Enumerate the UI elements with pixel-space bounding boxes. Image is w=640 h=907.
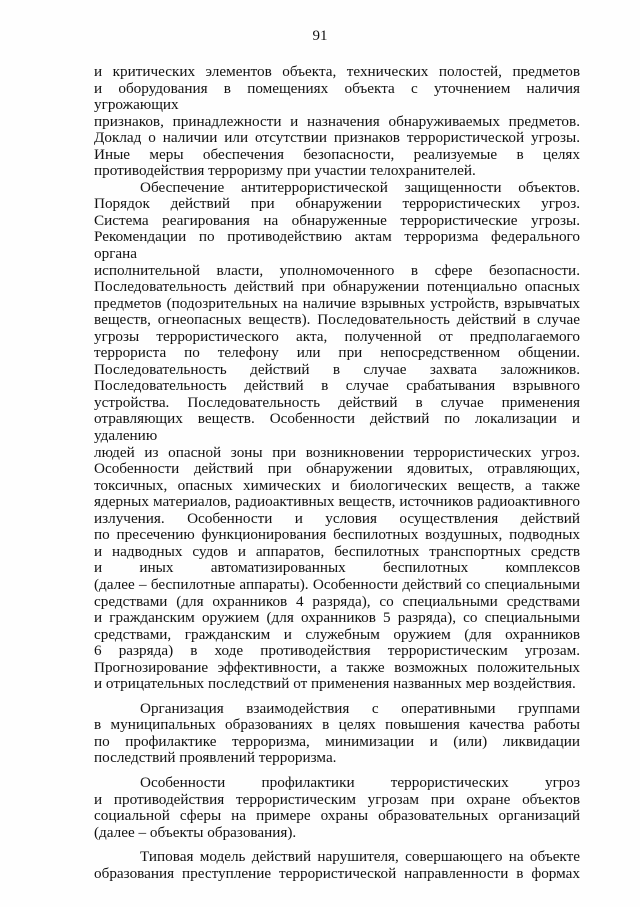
text-line: Последовательность действий в случае захвата заложников. [94, 360, 580, 378]
text-line: Типовая модель действий нарушителя, совершающего на объекте [140, 848, 580, 866]
text-line: образования преступление террористической направленности в формах [94, 864, 580, 882]
paragraph-1 [94, 64, 580, 180]
text-line: и противодействия террористическим угрозам при охране объектов [94, 790, 580, 808]
text-line: противодействия терроризму при участии телохранителей. [94, 162, 476, 180]
paragraph-5 [94, 849, 580, 882]
text-line: излучения. Особенности и условия осуществления действий [94, 509, 580, 527]
text-line: Доклад о наличии или отсутствии признаков террористической угрозы. [94, 129, 580, 147]
text-line: отравляющих веществ. Особенности действий по локализации и удалению [94, 410, 580, 445]
text-line: (далее – объекты образования). [94, 823, 297, 841]
text-line: и оборудования в помещениях объекта с уточнением наличия угрожающих [94, 79, 580, 114]
paragraph-3 [94, 701, 580, 767]
text-line: 6 разряда) в ходе противодействия террористическим угрозам. [94, 642, 580, 660]
paragraph-4 [94, 775, 580, 841]
text-line: Организация взаимодействия с оперативными группами [140, 699, 580, 717]
text-line: исполнительной власти, уполномоченного в сфере безопасности. [94, 261, 580, 279]
text-line: по пресечению функционирования беспилотных воздушных, подводных [94, 526, 580, 544]
text-line: последствий проявлений терроризма. [94, 749, 337, 767]
text-line: террориста по телефону или при непосредственном общении. [94, 344, 580, 362]
text-line: токсичных, опасных химических и биологических веществ, а также [94, 476, 580, 494]
text-line: социальной сферы на примере охраны образовательных организаций [94, 807, 580, 825]
text-line: Прогнозирование эффективности, а также возможных положительных [94, 658, 580, 676]
text-line: по профилактике терроризма, минимизации и (или) ликвидации [94, 732, 580, 750]
text-line: и отрицательных последствий от применения названных мер воздействия. [94, 675, 576, 693]
text-line: ядерных материалов, радиоактивных веществ, источников радиоактивного [94, 493, 580, 511]
text-line: Последовательность действий при обнаружении потенциально опасных [94, 278, 580, 296]
text-line: Обеспечение антитеррористической защищенности объектов. [140, 178, 580, 196]
text-line: предметов (подозрительных на наличие взрывных устройств, взрывчатых [94, 294, 580, 312]
text-line: средствами, гражданским и служебным оружием (для охранников [94, 625, 580, 643]
text-line: и иных автоматизированных беспилотных комплексов [94, 559, 580, 577]
text-line: людей из опасной зоны при возникновении террористических угроз. [94, 443, 580, 461]
text-line: в муниципальных образованиях в целях повышения качества работы [94, 716, 580, 734]
text-line: Система реагирования на обнаруженные террористические угрозы. [94, 211, 580, 229]
text-line: (далее – беспилотные аппараты). Особенности действий со специальными [94, 575, 580, 593]
text-line: и критических элементов объекта, технических полостей, предметов [94, 63, 580, 80]
text-line: устройства. Последовательность действий в случае применения [94, 393, 580, 411]
paragraph-2 [94, 180, 580, 693]
page-number: 91 [312, 28, 328, 44]
text-line: угрозы террористического акта, полученной от предполагаемого [94, 327, 580, 345]
text-line: Иные меры обеспечения безопасности, реализуемые в целях [94, 145, 580, 163]
text-line: Особенности профилактики террористических угроз [140, 773, 580, 791]
text-line: Последовательность действий в случае срабатывания взрывного [94, 377, 580, 395]
body-text [94, 64, 580, 882]
text-line: Особенности действий при обнаружении ядовитых, отравляющих, [94, 460, 580, 478]
text-line: веществ, огнеопасных веществ). Последовательность действий в случае [94, 311, 580, 329]
text-line: Рекомендации по противодействию актам терроризма федерального органа [94, 228, 580, 263]
text-line: и надводных судов и аппаратов, беспилотных транспортных средств [94, 542, 580, 560]
text-line: средствами (для охранников 4 разряда), со специальными средствами [94, 592, 580, 610]
text-line: признаков, принадлежности и назначения обнаруживаемых предметов. [94, 112, 580, 130]
text-line: и гражданским оружием (для охранников 5 разряда), со специальными [94, 609, 580, 627]
text-line: Порядок действий при обнаружении террористических угроз. [94, 195, 580, 213]
